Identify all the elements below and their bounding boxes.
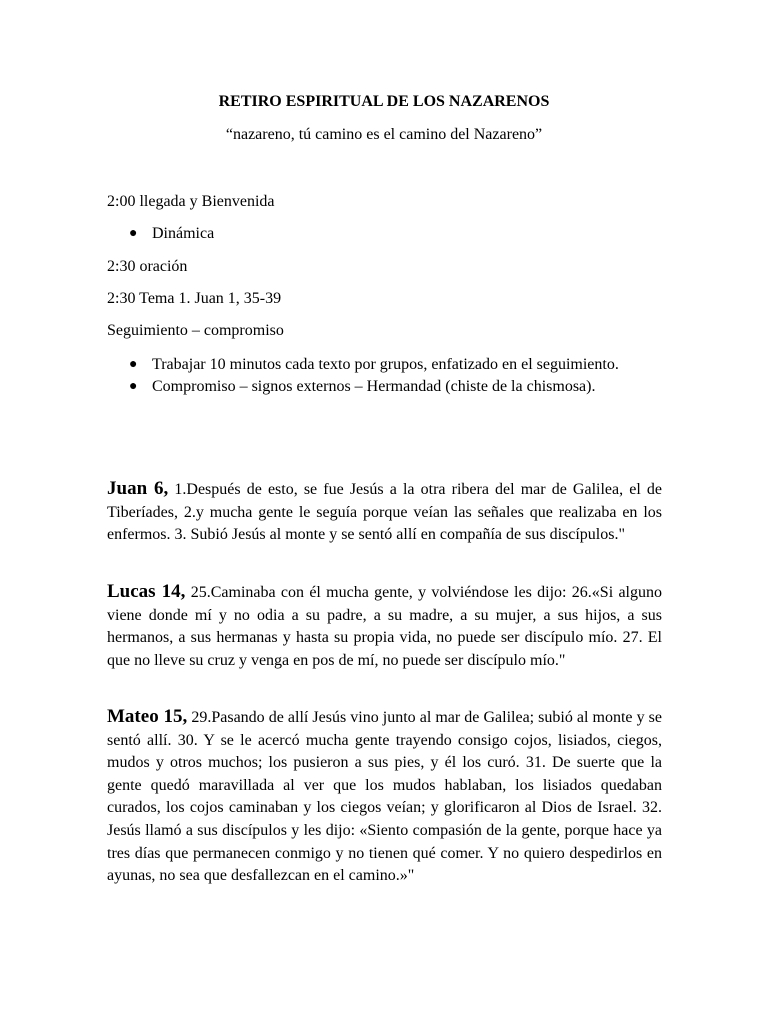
bullet-icon: ●	[129, 379, 138, 394]
bullet-icon: ●	[129, 357, 138, 372]
list-item	[107, 354, 662, 376]
schedule-line-arrival: 2:00 llegada y Bienvenida	[107, 193, 275, 210]
schedule-line-topic: Seguimiento – compromiso	[107, 322, 284, 339]
schedule-line-theme: 2:30 Tema 1. Juan 1, 35-39	[107, 290, 282, 307]
schedule-bullets-2	[107, 354, 662, 398]
list-item-text: Compromiso – signos externos – Hermandad (chiste de la chismosa).	[152, 378, 596, 395]
schedule-line-prayer: 2:30 oración	[107, 258, 188, 275]
page-title: RETIRO ESPIRITUAL DE LOS NAZARENOS	[218, 93, 550, 110]
schedule-bullets-1	[107, 223, 662, 245]
reading-text: 1.Después de esto, se fue Jesús a la otra ribera del mar de Galilea, el de Tiberíades, 2.y mucha gente le seguía porque veían las señales que realizaba en los enfermos. 3. Subió Jesús al monte y se sentó allí en compañía de sus discípulos."	[107, 481, 663, 544]
reading-mateo	[107, 706, 662, 888]
reading-lucas	[107, 581, 662, 672]
reading-reference: Mateo 15,	[107, 706, 188, 727]
bullet-icon: ●	[129, 226, 138, 241]
reading-reference: Lucas 14,	[107, 581, 186, 602]
list-item-text: Dinámica	[152, 225, 215, 242]
list-item	[107, 223, 662, 245]
reading-reference: Juan 6,	[107, 478, 169, 499]
reading-text: 25.Caminaba con él mucha gente, y volviéndose les dijo: 26.«Si alguno viene donde mí y no odia a su padre, a su madre, a su mujer, a sus hijos, a sus hermanos, a sus hermanas y hasta su propia vida, no puede ser discípulo mío. 27. El que no lleve su cruz y venga en pos de mí, no puede ser discípulo mío."	[107, 584, 663, 669]
list-item-text: Trabajar 10 minutos cada texto por grupos, enfatizado en el seguimiento.	[152, 356, 619, 373]
list-item	[107, 376, 662, 398]
reading-text: 29.Pasando de allí Jesús vino junto al mar de Galilea; subió al monte y se sentó allí. 30. Y se le acercó mucha gente trayendo consigo cojos, lisiados, ciegos, mudos y otros muchos; los pusieron a sus pies, y él los curó. 31. De suerte que la gente quedó maravillada al ver que los mudos hablaban, los lisiados quedaban curados, los cojos caminaban y los ciegos veían; y glorificaron al Dios de Israel. 32. Jesús llamó a sus discípulos y les dijo: «Siento compasión de la gente, porque hace ya tres días que permanecen conmigo y no tienen qué comer. Y no quiero despedirlos en ayunas, no sea que desfallezcan en el camino.»"	[107, 709, 663, 885]
reading-juan	[107, 478, 662, 547]
page-subtitle: “nazareno, tú camino es el camino del Nazareno”	[225, 126, 543, 143]
